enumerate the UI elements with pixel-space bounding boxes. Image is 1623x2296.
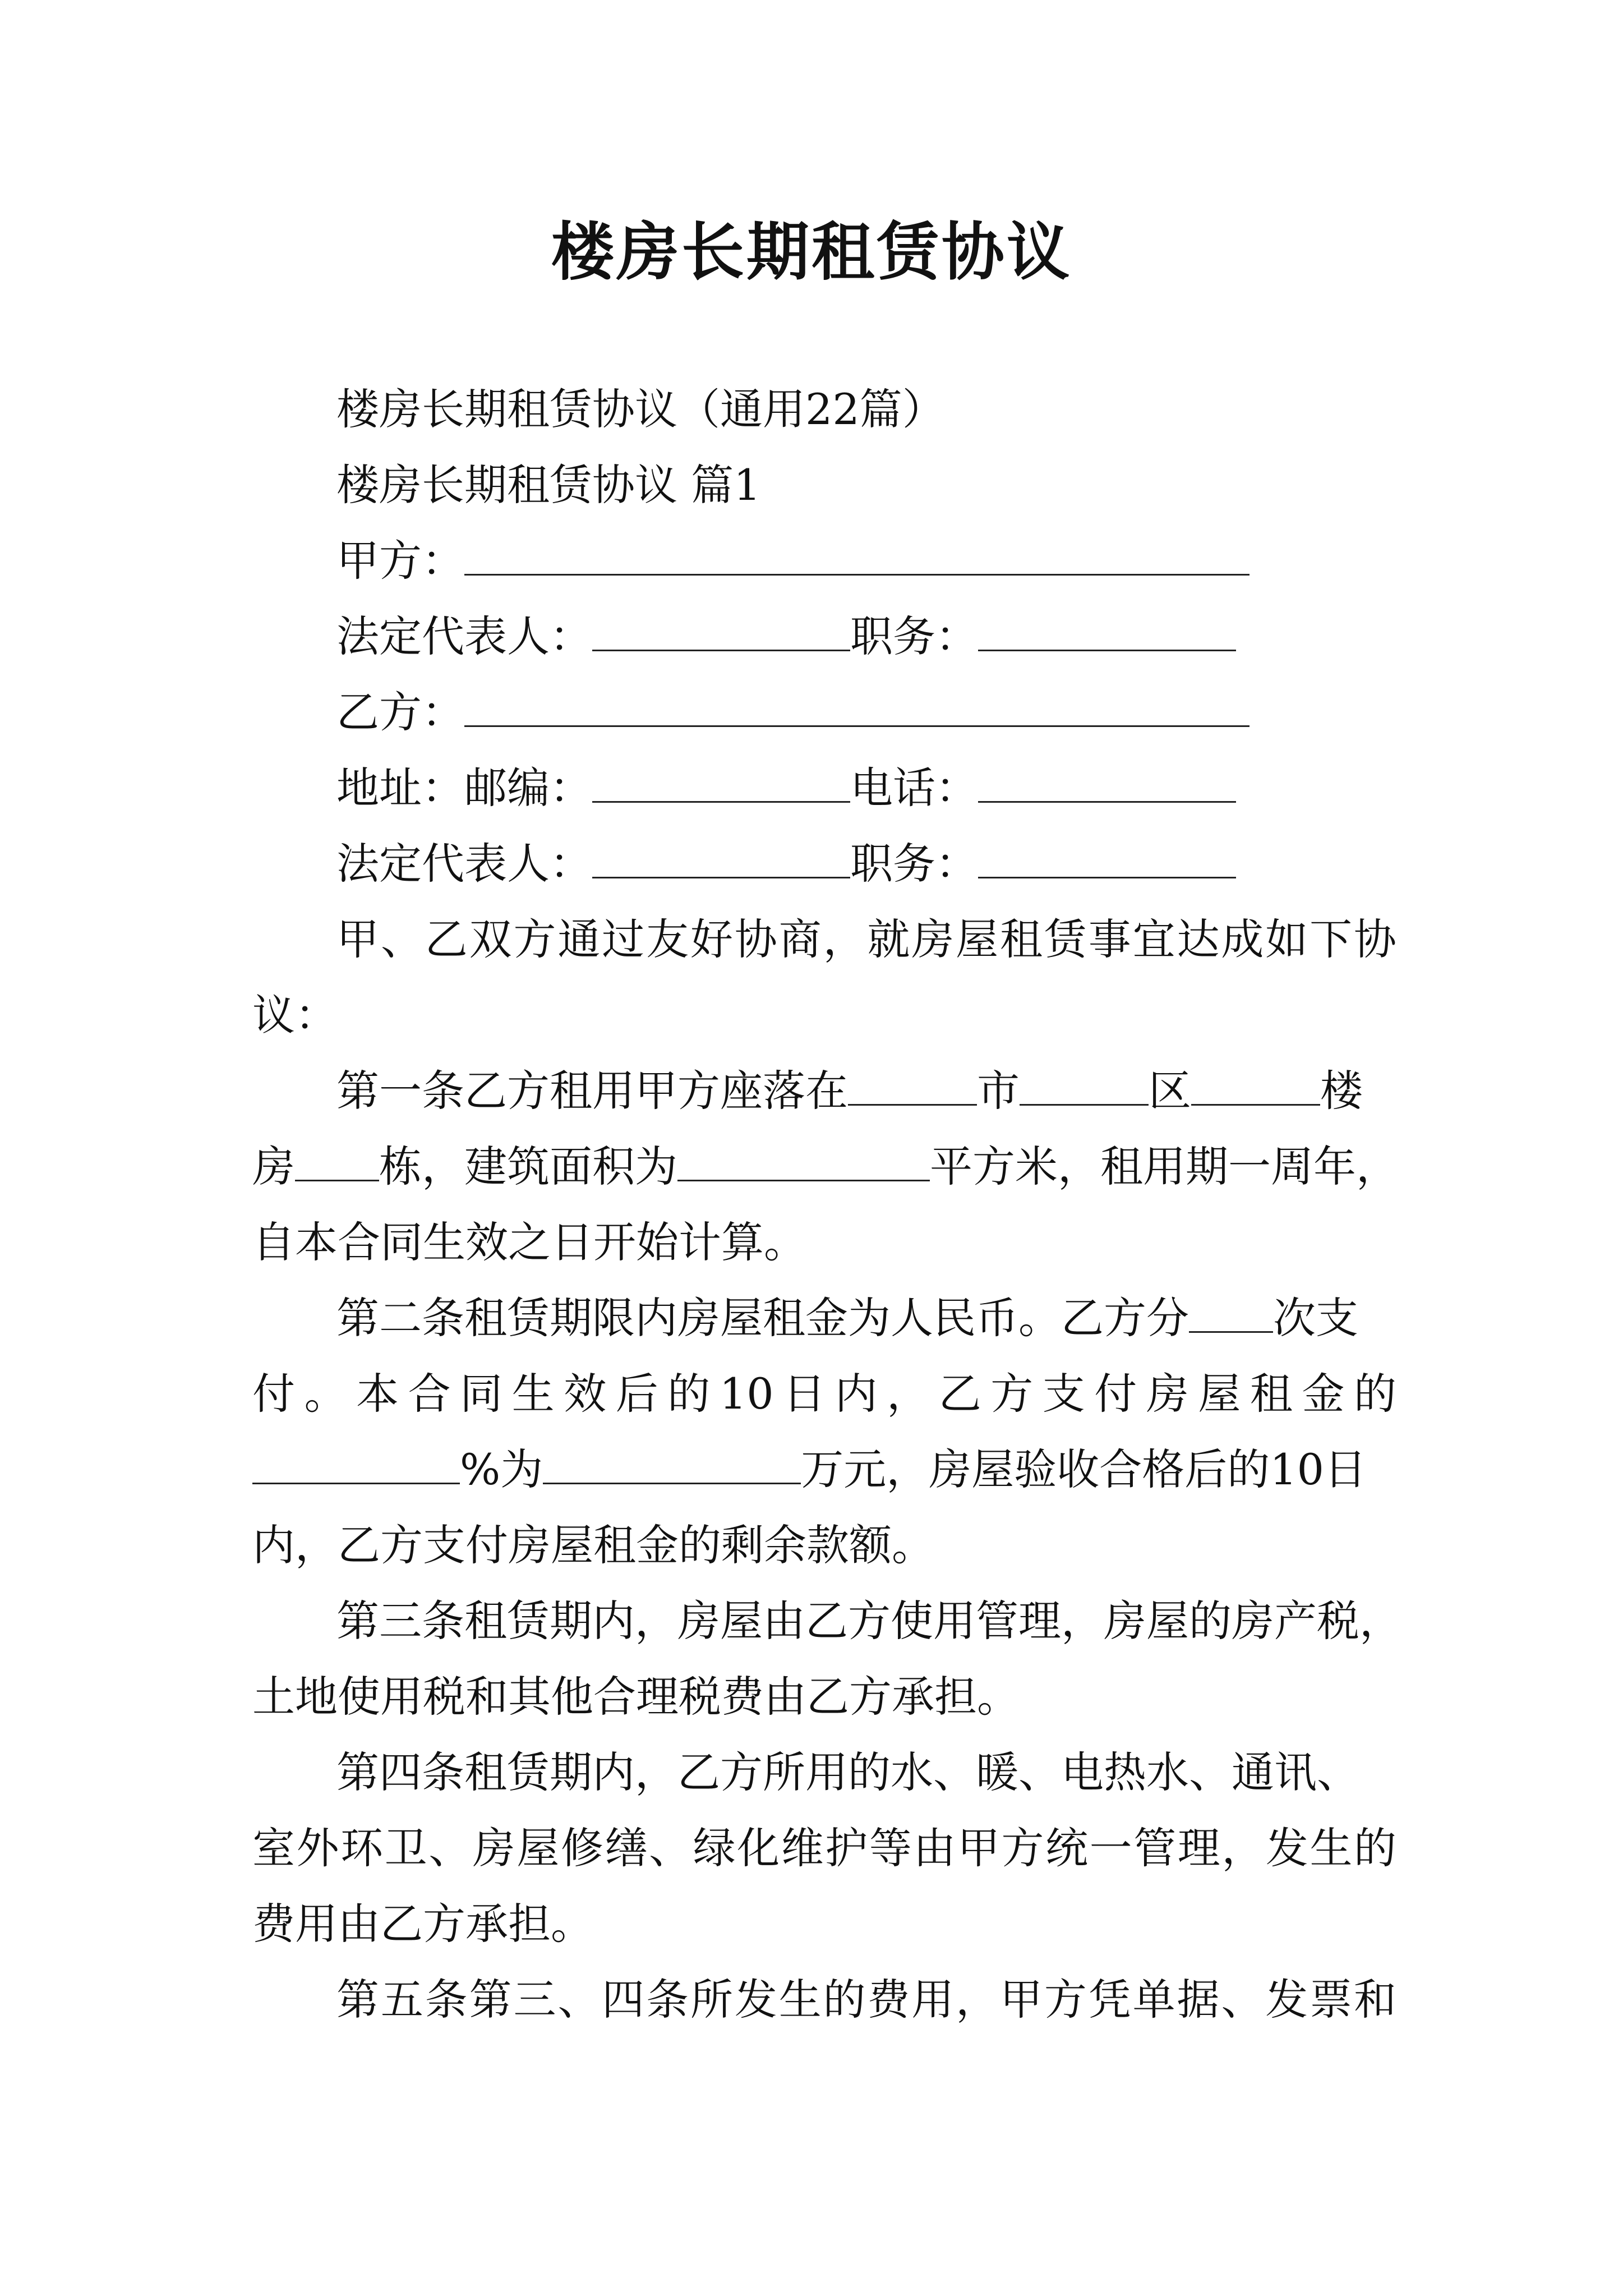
city-blank xyxy=(848,1065,977,1106)
installments-blank xyxy=(1189,1292,1273,1333)
legal-rep-blank xyxy=(592,610,850,651)
article-1-text: 楼 xyxy=(1320,1066,1363,1116)
article-4-line: 第四条租赁期内，乙方所用的水、暖、电热水、通讯、 xyxy=(336,1747,1359,1797)
article-2-text: 第二条租赁期限内房屋租金为人民币。乙方分 xyxy=(336,1293,1189,1343)
legal-rep-label: 法定代表人： xyxy=(336,611,592,661)
legal-rep-label: 法定代表人： xyxy=(336,839,592,889)
article-1-text: 平方米，租用期一周年， xyxy=(930,1142,1399,1191)
legal-rep-line-1 xyxy=(336,609,1396,665)
phone-label: 电话： xyxy=(850,763,978,813)
intro-paragraph-line: 甲、乙双方通过友好协商，就房屋租赁事宜达成如下协 xyxy=(336,914,1396,964)
article-1-line xyxy=(336,1063,1396,1119)
document-subtitle: 楼房长期租赁协议（通用22篇） xyxy=(336,384,945,434)
article-1-text: 栋，建筑面积为 xyxy=(379,1142,677,1191)
address-line xyxy=(336,760,1396,816)
article-1-text: 房 xyxy=(252,1142,295,1191)
article-2-line xyxy=(252,1442,1396,1498)
article-2-text: 次支 xyxy=(1273,1293,1358,1343)
article-1-text: 区 xyxy=(1149,1066,1191,1116)
article-2-line xyxy=(336,1290,1396,1346)
article-4-line: 室外环卫、房屋修缮、绿化维护等由甲方统一管理，发生的 xyxy=(252,1823,1396,1873)
party-a-label: 甲方： xyxy=(336,536,464,586)
article-2-line: 内，乙方支付房屋租金的剩余款额。 xyxy=(252,1520,934,1570)
party-b-line xyxy=(336,684,1396,740)
party-b-blank xyxy=(464,686,1249,727)
article-5-line: 第五条第三、四条所发生的费用，甲方凭单据、发票和 xyxy=(336,1975,1396,2024)
party-a-blank xyxy=(464,535,1249,576)
article-2-text: %为 xyxy=(460,1444,543,1494)
party-b-label: 乙方： xyxy=(336,687,464,737)
district-blank xyxy=(1020,1065,1149,1106)
amount-blank xyxy=(543,1443,801,1484)
article-1-text: 市 xyxy=(977,1066,1020,1116)
article-1-line xyxy=(252,1139,1399,1195)
article-1-text: 第一条乙方租用甲方座落在 xyxy=(336,1066,848,1116)
article-3-line: 第三条租赁期内，房屋由乙方使用管理，房屋的房产税， xyxy=(336,1596,1402,1646)
party-a-line xyxy=(336,533,1396,589)
block-blank xyxy=(295,1140,379,1181)
position-label: 职务： xyxy=(850,839,978,889)
area-blank xyxy=(677,1140,930,1181)
building-blank xyxy=(1191,1065,1320,1106)
section-heading: 楼房长期租赁协议 篇1 xyxy=(336,460,761,510)
postcode-blank xyxy=(592,762,850,803)
article-2-text: 万元，房屋验收合格后的10日 xyxy=(801,1444,1367,1494)
position-blank xyxy=(978,838,1236,878)
position-label: 职务： xyxy=(850,611,978,661)
percent-blank xyxy=(252,1443,460,1484)
legal-rep-line-2 xyxy=(336,836,1396,892)
legal-rep-blank xyxy=(592,838,850,878)
phone-blank xyxy=(978,762,1236,803)
article-3-line: 土地使用税和其他合理税费由乙方承担。 xyxy=(252,1672,1020,1722)
position-blank xyxy=(978,610,1236,651)
article-2-line: 付。本合同生效后的10日内，乙方支付房屋租金的 xyxy=(252,1369,1396,1419)
article-4-line: 费用由乙方承担。 xyxy=(252,1899,593,1949)
document-title: 楼房长期租赁协议 xyxy=(551,215,1072,289)
address-label: 地址：邮编： xyxy=(336,763,592,813)
intro-paragraph-line: 议： xyxy=(252,990,338,1040)
article-1-line: 自本合同生效之日开始计算。 xyxy=(252,1217,806,1267)
